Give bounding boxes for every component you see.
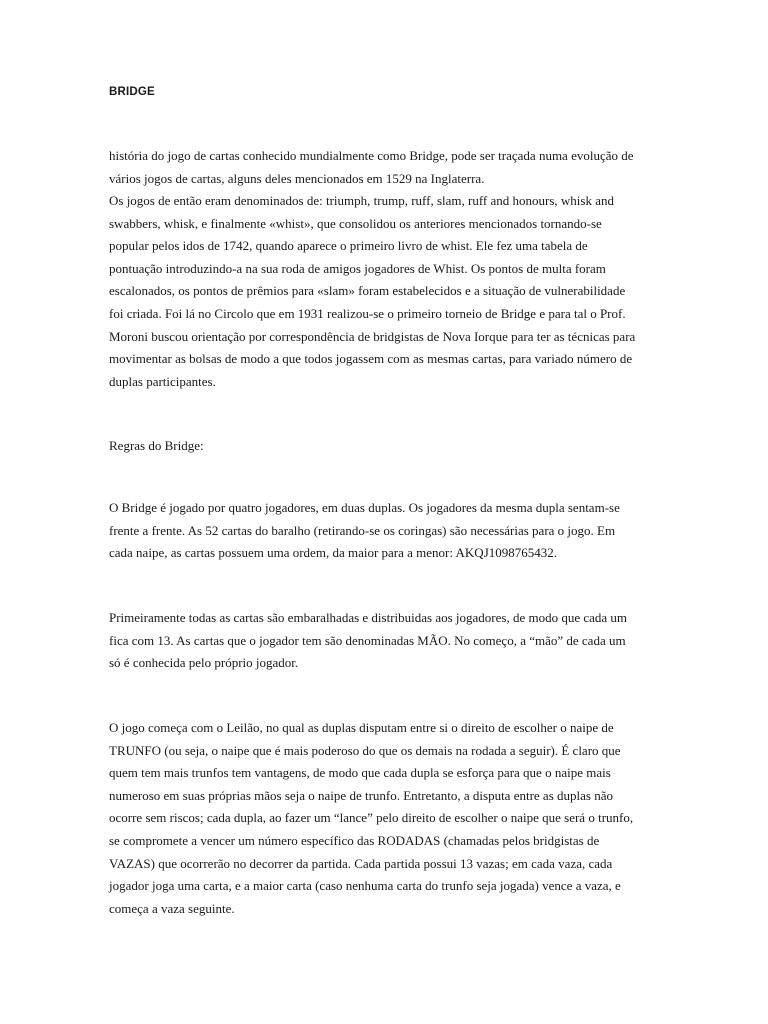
text-line: história do jogo de cartas conhecido mundialmente como Bridge, pode ser traçada numa evolução de [109, 148, 634, 163]
text-line: começa a vaza seguinte. [109, 900, 235, 916]
text-line: se compromete a vencer um número específico das RODADAS (chamadas pelos bridgistas de [109, 832, 600, 848]
text-line: ocorre sem riscos; cada dupla, ao fazer um “lance” pelo direito de escolher o naipe que será o trunfo, [109, 810, 634, 826]
text-line: VAZAS) que ocorrerão no decorrer da partida. Cada partida possui 13 vazas; em cada vaza, cada [109, 855, 613, 871]
text-line: vários jogos de cartas, alguns deles mencionados em 1529 na Inglaterra. [109, 170, 485, 186]
text-line: swabbers, whisk, e finalmente «whist», que consolidou os anteriores mencionados tornando-se [109, 215, 602, 231]
text-line: duplas participantes. [109, 373, 216, 389]
paragraph-auction [109, 717, 665, 920]
text-line: quem tem mais trunfos tem vantagens, de modo que cada dupla se esforça para que o naipe mais [109, 765, 611, 781]
section-heading-rules [109, 435, 665, 458]
paragraph-history [109, 145, 665, 190]
text-line: frente a frente. As 52 cartas do baralho (retirando-se os coringas) são necessárias para o jogo. Em [109, 522, 616, 538]
text-line: só é conhecida pelo próprio jogador. [109, 655, 299, 671]
text-line: pontuação introduzindo-a na sua roda de amigos jogadores de Whist. Os pontos de multa foram [109, 260, 606, 276]
text-line: Os jogos de então eram denominados de: triumph, trump, ruff, slam, ruff and honours, whisk and [109, 193, 614, 208]
paragraph-dealing [109, 607, 665, 675]
text-line: cada naipe, as cartas possuem uma ordem, da maior para a menor: AKQJ1098765432. [109, 545, 558, 561]
text-line: fica com 13. As cartas que o jogador tem são denominadas MÃO. No começo, a “mão” de cada um [109, 632, 626, 648]
document-title: BRIDGE [109, 86, 155, 98]
text-line: Primeiramente todas as cartas são embaralhadas e distribuidas aos jogadores, de modo que cada um [109, 610, 628, 625]
text-line: escalonados, os pontos de prêmios para «slam» foram estabelecidos e a situação de vulnerabilidade [109, 283, 626, 299]
text-line: TRUNFO (ou seja, o naipe que é mais poderoso do que os demais na rodada a seguir). É claro que [109, 742, 621, 758]
paragraph-whist [109, 190, 665, 393]
text-line: Regras do Bridge: [109, 438, 204, 453]
text-line: Moroni buscou orientação por correspondência de bridgistas de Nova Iorque para ter as técnicas para [109, 328, 636, 344]
text-line: O Bridge é jogado por quatro jogadores, em duas duplas. Os jogadores da mesma dupla sentam-se [109, 500, 620, 515]
text-line: jogador joga uma carta, e a maior carta (caso nenhuma carta do trunfo seja jogada) vence a vaza, e [109, 878, 621, 894]
text-line: numeroso em suas próprias mãos seja o naipe de trunfo. Entretanto, a disputa entre as duplas não [109, 787, 613, 803]
text-line: popular pelos idos de 1742, quando aparece o primeiro livro de whist. Ele fez uma tabela de [109, 238, 588, 254]
text-line: movimentar as bolsas de modo a que todos jogassem com as mesmas cartas, para variado número de [109, 351, 633, 367]
text-line: O jogo começa com o Leilão, no qual as duplas disputam entre si o direito de escolher o naipe de [109, 720, 614, 735]
paragraph-players [109, 497, 665, 565]
text-line: foi criada. Foi lá no Circolo que em 1931 realizou-se o primeiro torneio de Bridge e para tal o Prof. [109, 305, 626, 321]
